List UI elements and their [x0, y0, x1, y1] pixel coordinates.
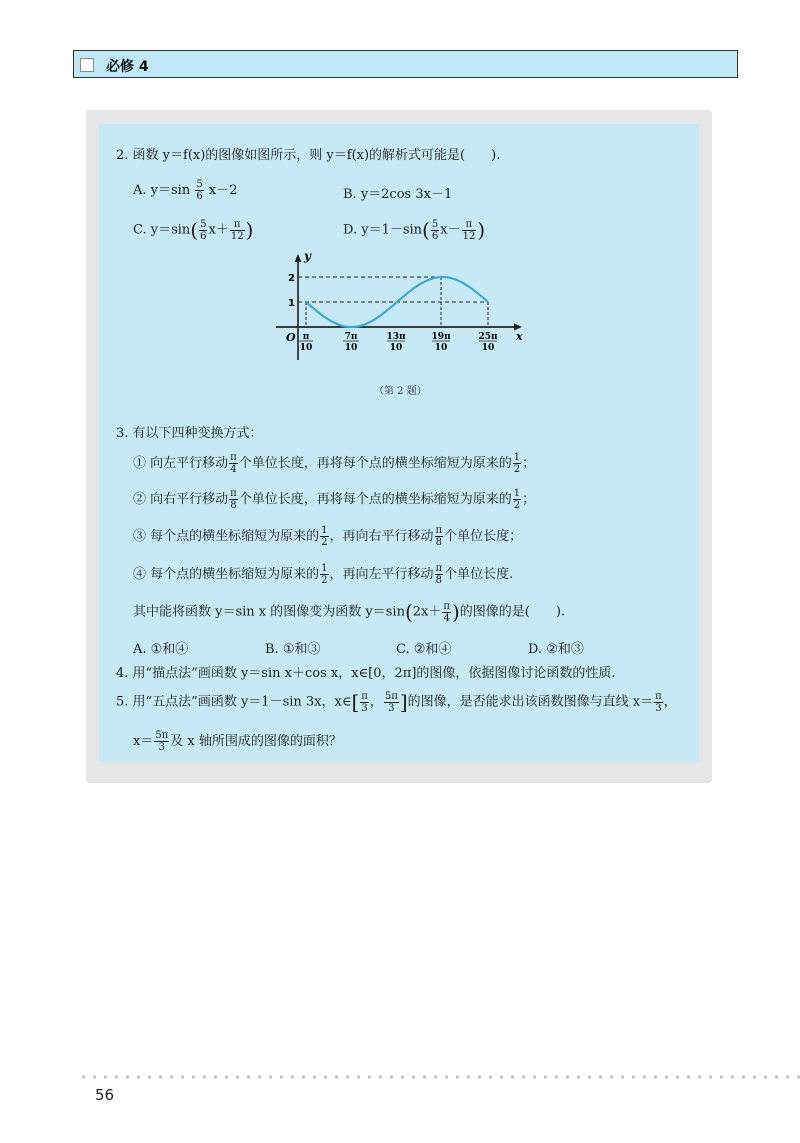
q2-option-b: B. y＝2cos 3x－1 — [343, 187, 453, 202]
q3-option-a: A. ①和④ — [133, 642, 189, 657]
function-graph — [276, 250, 526, 365]
fraction: $\frac{\pi}{3}$ — [361, 690, 368, 714]
fraction: $\frac{\pi}{3}$ — [655, 690, 662, 714]
q2-a-pre: A. y＝sin — [133, 183, 191, 198]
y-tick-2: 2 — [288, 273, 295, 284]
q5-line-2: x＝ $\frac{5\pi}{3}$ 及 x 轴所围成的图像的面积？ — [133, 730, 342, 753]
y-tick-1: 1 — [288, 298, 295, 309]
q3-question: 其中能将函数 y＝sin x 的图像变为函数 y＝sin(2x＋ $\frac{\pi}{4}$ )的图像的是( ). — [133, 600, 566, 624]
q3-item-4: ④ 每个点的横坐标缩短为原来的 $\frac{1}{2}$ ，再向左平行移动 $\frac{\pi}{8}$ 个单位长度. — [133, 563, 514, 586]
q3-stem: 3. 有以下四种变换方式： — [116, 426, 263, 441]
q3-item-1: ① 向左平行移动 $\frac{\pi}{4}$ 个单位长度，再将每个点的横坐标缩短为原来的 $\frac{1}{2}$ ； — [133, 452, 536, 475]
fraction: $\frac{5}{6}$ — [196, 179, 203, 202]
q3-option-b: B. ①和③ — [265, 642, 321, 657]
q3-option-d: D. ②和③ — [528, 642, 584, 657]
origin-label: O — [286, 331, 296, 344]
q4-text: 4. 用“描点法”画函数 y＝sin x＋cos x，x∈[0，2π]的图像，依据图像讨论函数的性质. — [116, 666, 616, 681]
x-tick-5-den: 10 — [481, 343, 495, 353]
chapter-title: 必修 4 — [106, 59, 149, 75]
fraction: $\frac{\pi}{8}$ — [435, 563, 443, 586]
fraction: $\frac{5\pi}{3}$ — [384, 690, 398, 714]
x-tick-3-num: 13π — [386, 332, 406, 342]
fraction: $\frac{\pi}{4}$ — [443, 600, 450, 624]
q2-option-c: C. y＝sin( $\frac{5}{6}$ x＋ $\frac{\pi}{12}$ ) — [133, 218, 254, 242]
x-tick-2-den: 10 — [344, 343, 358, 353]
fraction: $\frac{5\pi}{3}$ — [155, 730, 169, 753]
fraction: $\frac{1}{2}$ — [321, 525, 328, 548]
fraction: $\frac{1}{2}$ — [513, 488, 521, 511]
x-tick-3-den: 10 — [389, 343, 403, 353]
q2-option-d: D. y＝1－sin( $\frac{5}{6}$ x－ $\frac{\pi}{12}$ ) — [343, 218, 486, 242]
q3-item-2: ② 向右平行移动 $\frac{\pi}{8}$ 个单位长度，再将每个点的横坐标缩短为原来的 $\frac{1}{2}$ ； — [133, 488, 536, 511]
page-number: 56 — [95, 1086, 115, 1104]
y-axis-arrow-icon — [295, 254, 302, 262]
fraction: $\frac{1}{2}$ — [321, 563, 328, 586]
x-tick-5-num: 25π — [478, 332, 498, 342]
x-tick-2-num: 7π — [344, 332, 358, 342]
q3-item-3: ③ 每个点的横坐标缩短为原来的 $\frac{1}{2}$ ，再向右平行移动 $\frac{\pi}{8}$ 个单位长度； — [133, 525, 523, 548]
header-square-icon — [80, 58, 94, 72]
x-tick-4-den: 10 — [434, 343, 448, 353]
fraction: $\frac{\pi}{12}$ — [230, 218, 244, 242]
figure-caption: （第 2 题） — [374, 386, 427, 397]
q2-stem: 2. 函数 y＝f(x)的图像如图所示，则 y＝f(x)的解析式可能是( ). — [116, 148, 501, 163]
q3-option-c: C. ②和④ — [396, 642, 452, 657]
fraction: $\frac{\pi}{8}$ — [230, 488, 237, 511]
x-tick-4-num: 19π — [431, 332, 451, 342]
fraction: $\frac{5}{6}$ — [431, 218, 439, 242]
chapter-header — [73, 50, 738, 78]
fraction: $\frac{\pi}{8}$ — [435, 525, 443, 548]
fraction: $\frac{\pi}{4}$ — [230, 452, 237, 475]
q2-a-post: x－2 — [208, 183, 238, 198]
y-axis-label: y — [304, 250, 311, 263]
q5-line-1: 5. 用“五点法”画函数 y＝1－sin 3x，x∈[ $\frac{\pi}{3}$ ， $\frac{5\pi}{3}$ ]的图像，是否能求出该函数图像与直线 x＝ $\frac{\pi}{3}$ ， — [116, 690, 677, 714]
x-axis-label: x — [516, 330, 523, 343]
fraction: $\frac{1}{2}$ — [513, 452, 521, 475]
footer-dotted-rule — [78, 1074, 800, 1080]
q2-option-a — [133, 179, 237, 202]
x-tick-1-num: π — [302, 332, 310, 342]
fraction: $\frac{5}{6}$ — [200, 218, 207, 242]
x-tick-1-den: 10 — [299, 343, 313, 353]
fraction: $\frac{\pi}{12}$ — [462, 218, 476, 242]
